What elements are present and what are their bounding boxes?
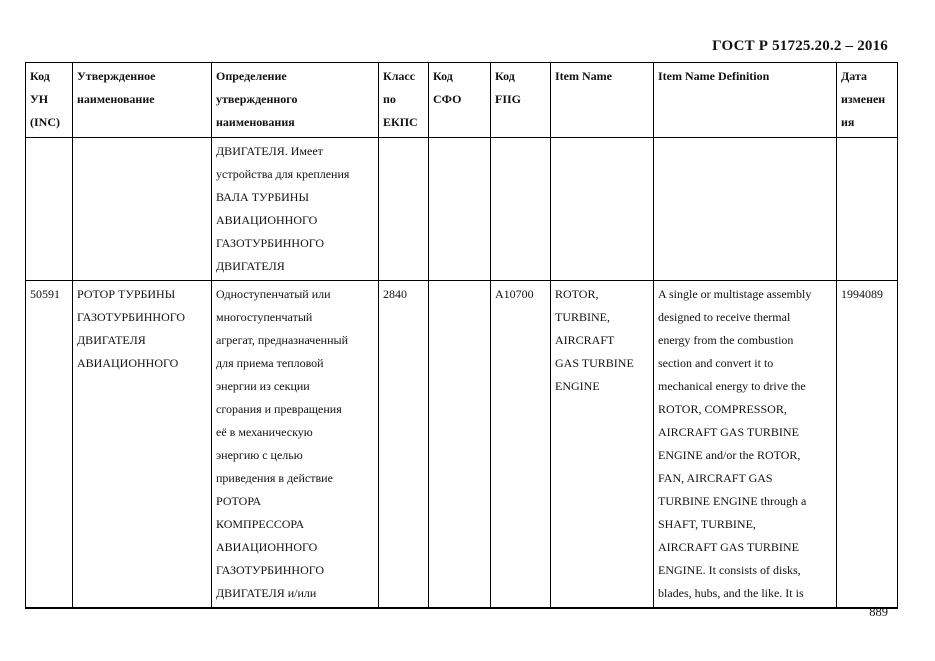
cell-sfo (429, 281, 491, 609)
cell-line: mechanical energy to drive the (658, 379, 806, 393)
col-header-inc (26, 63, 73, 138)
cell-item-name (551, 138, 654, 281)
cell-line: наименование (77, 92, 155, 106)
cell-line: агрегат, предназначенный (216, 333, 348, 347)
cell-line: Item Name Definition (658, 69, 770, 83)
cell-line: АВИАЦИОННОГО (77, 356, 179, 370)
col-header-change-date (837, 63, 898, 138)
cell-line: по (383, 92, 396, 106)
cell-line: Утвержденное (77, 69, 156, 83)
cell-line: ENGINE and/or the ROTOR, (658, 448, 801, 462)
cell-line: ЕКПС (383, 115, 418, 129)
cell-fiig: A10700 (491, 281, 551, 609)
cell-line: для приема тепловой (216, 356, 324, 370)
cell-line: energy from the combustion (658, 333, 794, 347)
cell-inc (26, 138, 73, 281)
cell-line: Код (30, 69, 50, 83)
cell-item-name (551, 281, 654, 609)
cell-definition (212, 138, 379, 281)
cell-line: SHAFT, TURBINE, (658, 517, 756, 531)
cell-line: GAS TURBINE (555, 356, 634, 370)
table-row-continuation (26, 138, 898, 281)
cell-item-name-definition (654, 138, 837, 281)
cell-line: Определение (216, 69, 287, 83)
cell-line: Класс (383, 69, 416, 83)
col-header-class (379, 63, 429, 138)
cell-sfo (429, 138, 491, 281)
cell-line: АВИАЦИОННОГО (216, 213, 318, 227)
cell-line: ENGINE. It consists of disks, (658, 563, 801, 577)
cell-item-name-definition (654, 281, 837, 609)
cell-line: энергию с целью (216, 448, 303, 462)
cell-line: её в механическую (216, 425, 313, 439)
cell-line: Код (433, 69, 453, 83)
document-title: ГОСТ Р 51725.20.2 – 2016 (712, 38, 888, 54)
cell-line: Код (495, 69, 515, 83)
cell-class (379, 138, 429, 281)
cell-change-date: 1994089 (837, 281, 898, 609)
cell-line: СФО (433, 92, 462, 106)
cell-line: ВАЛА ТУРБИНЫ (216, 190, 309, 204)
cell-line: РОТОР ТУРБИНЫ (77, 287, 176, 301)
cell-line: изменен (841, 92, 886, 106)
cell-line: section and convert it to (658, 356, 774, 370)
col-header-sfo (429, 63, 491, 138)
cell-line: AIRCRAFT GAS TURBINE (658, 425, 799, 439)
cell-fiig (491, 138, 551, 281)
cell-line: КОМПРЕССОРА (216, 517, 305, 531)
cell-line: наименования (216, 115, 295, 129)
cell-line: РОТОРА (216, 494, 262, 508)
cell-line: TURBINE, (555, 310, 610, 324)
cell-line: (INC) (30, 115, 60, 129)
table-row (26, 281, 898, 609)
cell-line: АВИАЦИОННОГО (216, 540, 318, 554)
cell-line: приведения в действие (216, 471, 333, 485)
cell-line: ENGINE (555, 379, 600, 393)
cell-line: Item Name (555, 69, 612, 83)
col-header-definition (212, 63, 379, 138)
cell-line: Одноступенчатый или (216, 287, 331, 301)
cell-line: ДВИГАТЕЛЯ. Имеет (216, 144, 323, 158)
cell-line: TURBINE ENGINE through a (658, 494, 807, 508)
cell-change-date (837, 138, 898, 281)
col-header-approved-name (73, 63, 212, 138)
cell-line: энергии из секции (216, 379, 310, 393)
cell-line: FAN, AIRCRAFT GAS (658, 471, 773, 485)
table-header-row (26, 63, 898, 138)
cell-line: УН (30, 92, 49, 106)
cell-line: ROTOR, (555, 287, 599, 301)
cell-line: AIRCRAFT GAS TURBINE (658, 540, 799, 554)
cell-line: ГАЗОТУРБИННОГО (216, 563, 325, 577)
cell-approved-name (73, 281, 212, 609)
cell-line: ГАЗОТУРБИННОГО (77, 310, 186, 324)
cell-class: 2840 (379, 281, 429, 609)
cell-line: сгорания и превращения (216, 402, 342, 416)
cell-line: утвержденного (216, 92, 298, 106)
cell-line: ДВИГАТЕЛЯ (77, 333, 146, 347)
cell-line: A single or multistage assembly (658, 287, 812, 301)
cell-inc: 50591 (26, 281, 73, 609)
catalog-table (25, 62, 898, 609)
cell-line: ГАЗОТУРБИННОГО (216, 236, 325, 250)
col-header-item-name-definition (654, 63, 837, 138)
cell-line: ДВИГАТЕЛЯ и/или (216, 586, 317, 600)
cell-line: blades, hubs, and the like. It is (658, 586, 804, 600)
cell-line: Дата (841, 69, 867, 83)
cell-line: designed to receive thermal (658, 310, 791, 324)
cell-approved-name (73, 138, 212, 281)
cell-line: ROTOR, COMPRESSOR, (658, 402, 787, 416)
col-header-item-name (551, 63, 654, 138)
cell-line: устройства для крепления (216, 167, 350, 181)
cell-line: ия (841, 115, 855, 129)
cell-line: AIRCRAFT (555, 333, 615, 347)
cell-line: многоступенчатый (216, 310, 313, 324)
page-number: 889 (869, 605, 888, 619)
cell-definition (212, 281, 379, 609)
col-header-fiig (491, 63, 551, 138)
cell-line: FIIG (495, 92, 522, 106)
cell-line: ДВИГАТЕЛЯ (216, 259, 285, 273)
